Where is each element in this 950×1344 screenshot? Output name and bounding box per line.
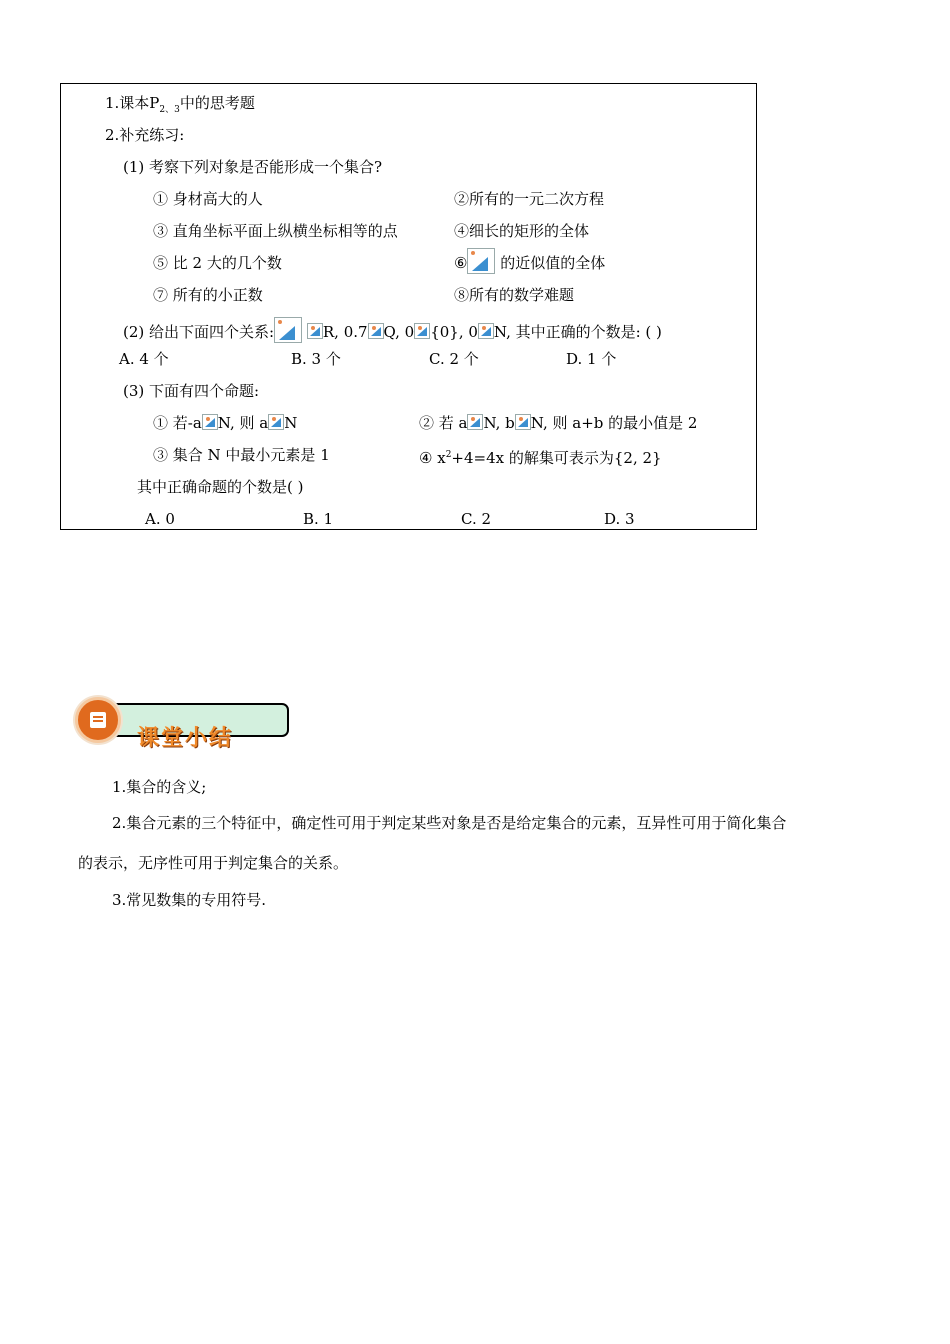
summary-3: 3.常见数集的专用符号. [112, 891, 267, 909]
image-placeholder-icon [467, 248, 495, 274]
q3-option-1: ① 若-a N, 则 a N [153, 414, 298, 432]
image-placeholder-icon [467, 414, 483, 430]
question-2: (2) 给出下面四个关系: R, 0.7 Q, 0 {0}, 0 N, 其中正确的个数是: ( ) [123, 317, 662, 343]
item-2: 2.补充练习: [105, 126, 185, 144]
section-title: 课堂小结 [137, 726, 234, 751]
q3-option-2: ② 若 a N, b N, 则 a+b 的最小值是 2 [419, 414, 698, 432]
q1-option-4: ④细长的矩形的全体 [454, 222, 590, 240]
q3-choice-d: D. 3 [604, 510, 635, 528]
image-placeholder-icon [268, 414, 284, 430]
item-1: 1.课本$P_{2、3}$中的思考题 [105, 94, 255, 115]
q1-option-7: ⑦ 所有的小正数 [153, 286, 263, 304]
note-icon [90, 712, 106, 728]
q3-choice-b: B. 1 [303, 510, 334, 528]
q1-option-8: ⑧所有的数学难题 [454, 286, 575, 304]
q3-option-4: ④ $x^2+4=4x$ 的解集可表示为{2, 2} [419, 449, 662, 467]
q3-choice-a: A. 0 [145, 510, 175, 528]
q2-choice-d: D. 1 个 [566, 350, 617, 368]
q3-ask: 其中正确命题的个数是( ) [137, 478, 304, 496]
image-placeholder-icon [414, 323, 430, 339]
q1-option-5: ⑤ 比 2 大的几个数 [153, 254, 282, 272]
q2-choice-c: C. 2 个 [429, 350, 479, 368]
q1-option-3: ③ 直角坐标平面上纵横坐标相等的点 [153, 222, 398, 240]
q1-option-1: ① 身材高大的人 [153, 190, 263, 208]
summary-2-cont: 的表示，无序性可用于判定集合的关系。 [78, 854, 349, 872]
image-placeholder-icon [307, 323, 323, 339]
q3-option-3: ③ 集合 N 中最小元素是 1 [153, 446, 330, 464]
section-badge [75, 697, 121, 743]
q1-option-6: ⑥ 的近似值的全体 [454, 248, 605, 274]
question-1: (1) 考察下列对象是否能形成一个集合? [123, 158, 383, 176]
image-placeholder-icon [368, 323, 384, 339]
image-placeholder-icon [202, 414, 218, 430]
exercise-box [60, 83, 757, 530]
image-placeholder-icon [274, 317, 302, 343]
summary-1: 1.集合的含义; [112, 778, 207, 796]
q2-choice-a: A. 4 个 [119, 350, 169, 368]
image-placeholder-icon [515, 414, 531, 430]
summary-2: 2.集合元素的三个特征中，确定性可用于判定某些对象是否是给定集合的元素，互异性可用于简化集合 [112, 814, 787, 832]
q3-choice-c: C. 2 [461, 510, 492, 528]
q2-choice-b: B. 3 个 [291, 350, 341, 368]
q1-option-2: ②所有的一元二次方程 [454, 190, 605, 208]
image-placeholder-icon [478, 323, 494, 339]
section-header [75, 697, 291, 751]
question-3: (3) 下面有四个命题: [123, 382, 260, 400]
